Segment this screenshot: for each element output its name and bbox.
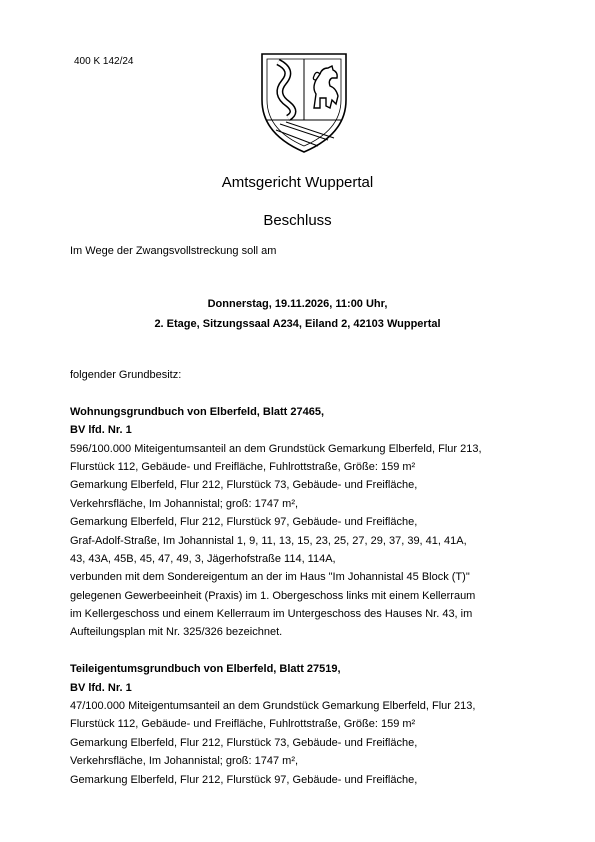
court-name: Amtsgericht Wuppertal [221,174,374,191]
parcel2-line: Flurstück 112, Gebäude- und Freifläche, Fuhlrottstraße, Größe: 159 m² [70,718,416,731]
parcel2-bv: BV lfd. Nr. 1 [70,681,132,694]
parcel1-line: verbunden mit dem Sondereigentum an der im Haus "Im Johannistal 45 Block (T)" [70,571,470,584]
parcel1-line: Graf-Adolf-Straße, Im Johannistal 1, 9, 11, 13, 15, 23, 25, 27, 29, 37, 39, 41, 41A, [70,534,467,547]
coat-of-arms-logo [258,50,350,154]
parcel2-title: Teileigentumsgrundbuch von Elberfeld, Blatt 27519, [70,663,341,676]
parcel1-title: Wohnungsgrundbuch von Elberfeld, Blatt 27465, [70,405,325,418]
parcel1-line: Aufteilungsplan mit Nr. 325/326 bezeichnet. [70,626,283,639]
parcel1-line: im Kellergeschoss und einem Kellerraum im Untergeschoss des Hauses Nr. 43, im [70,608,473,621]
property-section [70,366,550,789]
parcel1-line: gelegenen Gewerbeeinheit (Praxis) im 1. Obergeschoss links mit einem Kellerraum [70,589,476,602]
parcel1-line: Flurstück 112, Gebäude- und Freifläche, Fuhlrottstraße, Größe: 159 m² [70,460,416,473]
parcel2-line: 47/100.000 Miteigentumsanteil an dem Grundstück Gemarkung Elberfeld, Flur 213, [70,700,476,713]
parcel1-line: Verkehrsfläche, Im Johannistal; groß: 1747 m², [70,497,299,510]
parcel1-line: Gemarkung Elberfeld, Flur 212, Flurstück 73, Gebäude- und Freifläche, [70,479,418,492]
parcel2-line: Verkehrsfläche, Im Johannistal; groß: 1747 m², [70,755,299,768]
intro-text: Im Wege der Zwangsvollstreckung soll am [70,245,277,257]
appointment-date-time: Donnerstag, 19.11.2026, 11:00 Uhr, [207,298,388,310]
parcel2-line: Gemarkung Elberfeld, Flur 212, Flurstück 97, Gebäude- und Freifläche, [70,773,418,786]
parcel1-line: 43, 43A, 45B, 45, 47, 49, 3, Jägerhofstraße 114, 114A, [70,552,336,565]
parcel1-line: Gemarkung Elberfeld, Flur 212, Flurstück 97, Gebäude- und Freifläche, [70,516,418,529]
parcel1-bv: BV lfd. Nr. 1 [70,424,132,437]
case-number: 400 K 142/24 [74,56,134,67]
property-intro: folgender Grundbesitz: [70,369,182,381]
document-title: Beschluss [263,212,332,229]
parcel1-line: 596/100.000 Miteigentumsanteil an dem Grundstück Gemarkung Elberfeld, Flur 213, [70,442,482,455]
appointment-location: 2. Etage, Sitzungssaal A234, Eiland 2, 42103 Wuppertal [154,318,441,330]
parcel2-line: Gemarkung Elberfeld, Flur 212, Flurstück 73, Gebäude- und Freifläche, [70,736,418,749]
appointment-block [0,294,595,334]
